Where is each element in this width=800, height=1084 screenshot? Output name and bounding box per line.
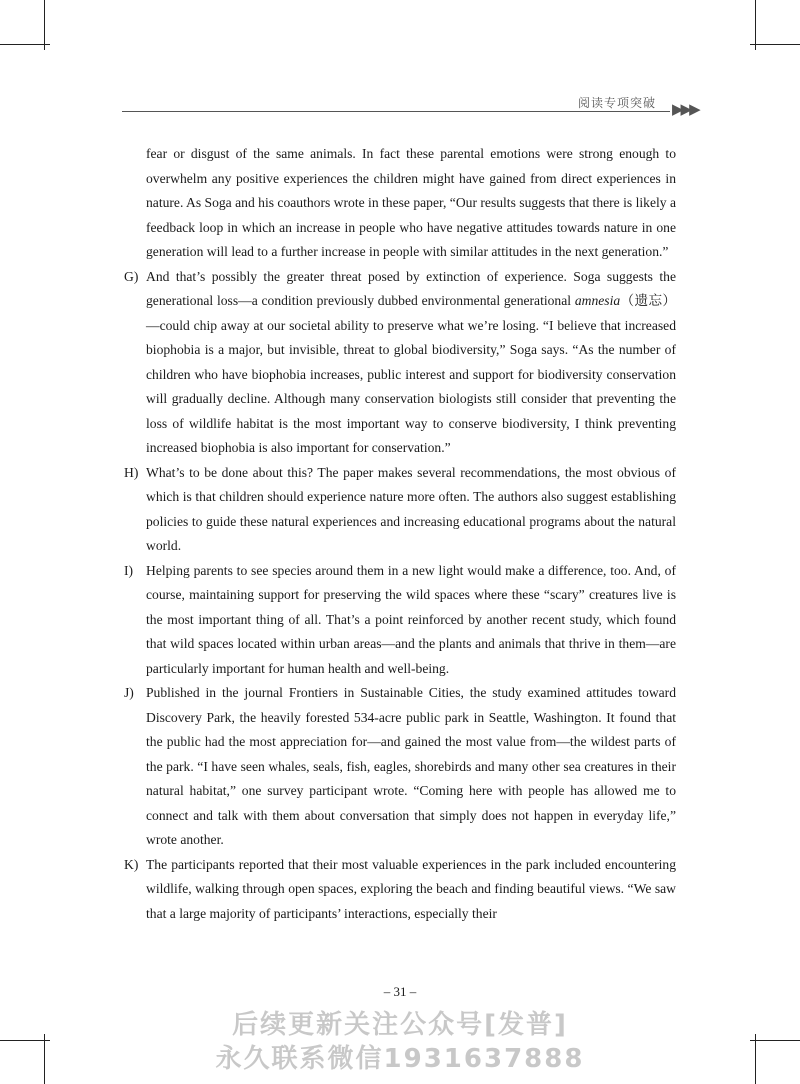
paragraph-label: G)	[124, 268, 139, 284]
paragraph-i	[124, 559, 676, 682]
crop-mark-top-left-h	[0, 44, 50, 45]
crop-mark-top-left-v	[44, 0, 45, 50]
header-arrows-icon: ▶▶▶	[672, 100, 698, 118]
watermark-line-2: 永久联系微信1931637888	[215, 1044, 585, 1074]
watermark-line-1: 后续更新关注公众号[发普]	[232, 1010, 568, 1040]
paragraph-h	[124, 461, 676, 559]
paragraph-text: Published in the journal Frontiers in Sustainable Cities, the study examined attitudes toward Discovery Park, the heavily forested 534-acre public park in Seattle, Washington. It found that the public had the most appreciation for—and gained the most value from—the wildest parts of the park. “I have seen whales, seals, fish, eagles, shorebirds and many other sea creatures in their natural habitat,” one survey participant wrote. “Coming here with people has allowed me to connect and talk with them about conversation that simply does not happen in everyday life,” wrote another.	[146, 685, 676, 847]
paragraph-label: I)	[124, 562, 134, 578]
paragraph-j	[124, 681, 676, 853]
paragraph-label: K)	[124, 856, 139, 872]
emphasized-term: amnesia	[574, 293, 621, 308]
paragraph-text: Helping parents to see species around them in a new light would make a difference, too. And, of course, maintaining support for preserving the wild spaces where these “scary” creatures live is the most important thing of all. That’s a point reinforced by another recent study, which found that wild spaces located within urban areas—and the plants and animals that thrive in them—are particularly important for human health and well-being.	[146, 562, 676, 676]
crop-mark-top-right-h	[750, 44, 800, 45]
paragraph-text: And that’s possibly the greater threat posed by extinction of experience. Soga suggests the generational loss—a condition previously dubbed environmental generational amnesia（遗忘）—could chip away at our societal ability to preserve what we’re losing. “I believe that increased biophobia is a major, but invisible, threat to global biodiversity,” Soga says. “As the number of children who have biophobia increases, public interest and support for biodiversity conservation will gradually decline. Although many conservation biologists still consider that preventing the loss of wildlife habitat is the most important way to conserve biodiversity, I think preventing increased biophobia is also important for conservation.”	[146, 268, 677, 455]
paragraph-text: What’s to be done about this? The paper makes several recommendations, the most obvious of which is that children should experience nature more often. The authors also suggest establishing policies to guide these natural experiences and increasing educational programs about the natural world.	[146, 464, 676, 553]
crop-mark-top-right-v	[755, 0, 756, 50]
paragraph-label: J)	[124, 685, 134, 700]
continued-paragraph: fear or disgust of the same animals. In fact these parental emotions were strong enough to overwhelm any positive experiences the children might have gained from direct experiences in nature. As Soga and his coauthors wrote in these paper, “Our results suggests that there is likely a feedback loop in which an increase in people who have negative attitudes towards nature in one generation will lead to a further increase in people with similar attitudes in the next generation.”	[146, 146, 676, 259]
running-header-title: 阅读专项突破	[577, 96, 656, 110]
paragraph-g	[124, 265, 676, 461]
paragraph-text: The participants reported that their most valuable experiences in the park included encountering wildlife, walking through open spaces, exploring the beach and finding beautiful views. “We saw that a large majority of participants’ interactions, especially their	[146, 856, 676, 921]
paragraph-label: H)	[124, 464, 139, 480]
paragraph-k	[124, 853, 676, 927]
article-body	[124, 142, 676, 926]
header-rule	[122, 111, 670, 112]
page-number: – 31 –	[383, 984, 417, 999]
